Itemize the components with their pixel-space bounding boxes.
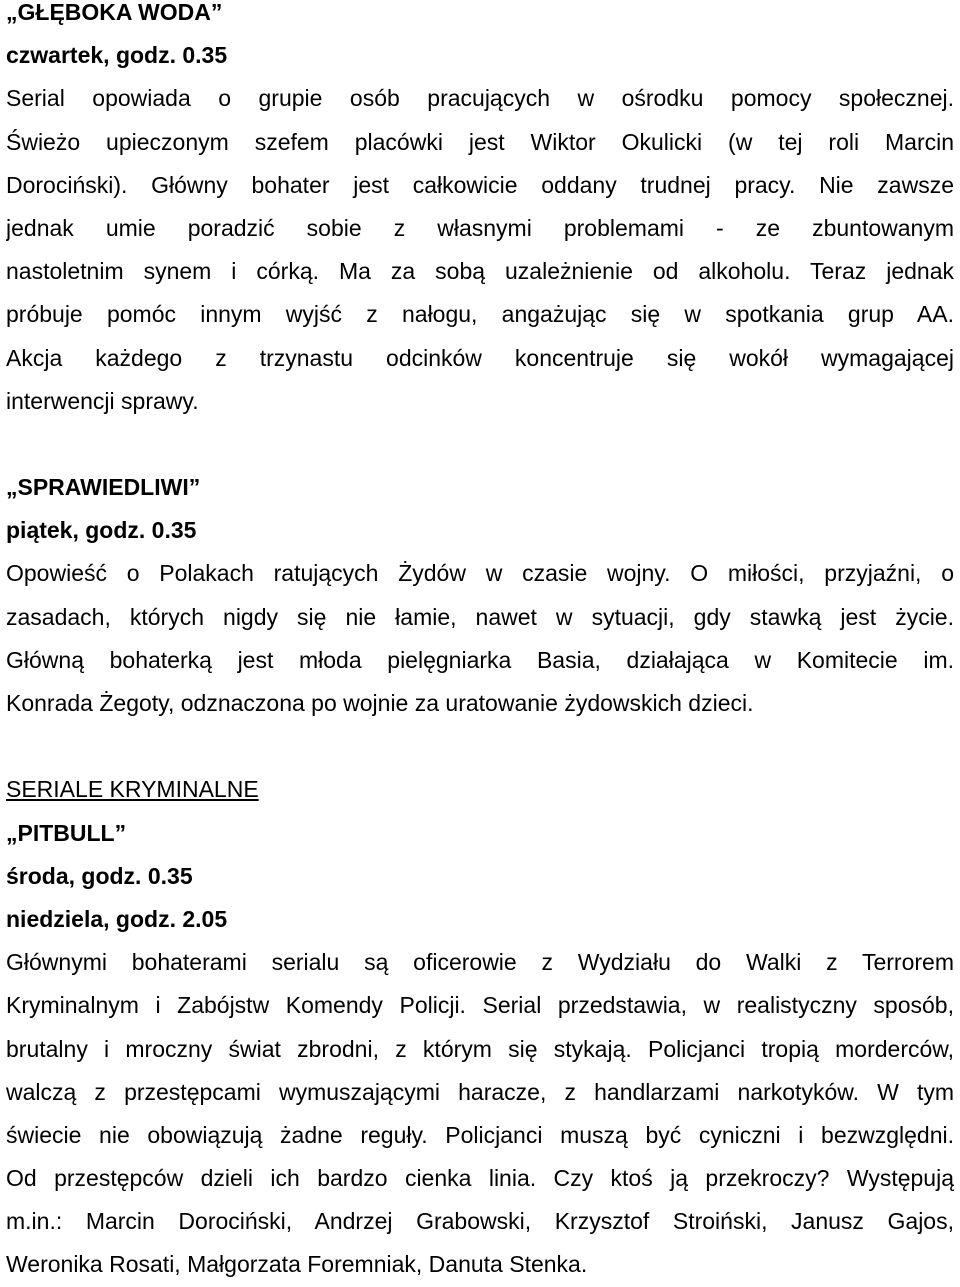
description-line: nastoletnim synem i córką. Ma za sobą uzależnienie od alkoholu. Teraz jednak [6, 258, 954, 285]
description-line: Opowieść o Polakach ratujących Żydów w czasie wojny. O miłości, przyjaźni, o [6, 560, 954, 587]
show-title: „PITBULL” [6, 819, 127, 846]
description-line: brutalny i mroczny świat zbrodni, z którym się stykają. Policjanci tropią morderców, [6, 1035, 954, 1062]
description-line: Dorociński). Główny bohater jest całkowicie oddany trudnej pracy. Nie zawsze [6, 171, 954, 198]
description-line: zasadach, których nigdy się nie łamie, nawet w sytuacji, gdy stawką jest życie. [6, 603, 954, 630]
description-line: walczą z przestępcami wymuszającymi haracze, z handlarzami narkotyków. W tym [6, 1078, 954, 1105]
show-schedule: piątek, godz. 0.35 [6, 517, 197, 544]
description-line: Konrada Żegoty, odznaczona po wojnie za uratowanie żydowskich dzieci. [6, 690, 754, 716]
show-schedule: niedziela, godz. 2.05 [6, 905, 228, 932]
show-description [6, 941, 954, 1287]
show-description [6, 552, 954, 725]
description-line: Główną bohaterką jest młoda pielęgniarka Basia, działająca w Komitecie im. [6, 646, 954, 673]
description-line: Od przestępców dzieli ich bardzo cienka linia. Czy ktoś ją przekroczy? Występują [6, 1165, 954, 1192]
description-line: interwencji sprawy. [6, 387, 199, 414]
description-line: Świeżo upieczonym szefem placówki jest Wiktor Okulicki (w tej roli Marcin [6, 128, 954, 155]
show-schedule: środa, godz. 0.35 [6, 862, 193, 889]
description-line: Akcja każdego z trzynastu odcinków koncentruje się wokół wymagającej [6, 344, 954, 371]
description-line: próbuje pomóc innym wyjść z nałogu, angażując się w spotkania grup AA. [6, 301, 954, 328]
spacer [6, 725, 954, 768]
show-title: „GŁĘBOKA WODA” [6, 0, 223, 25]
spacer [6, 423, 954, 466]
show-description [6, 77, 954, 423]
description-line: jednak umie poradzić sobie z własnymi problemami - ze zbuntowanym [6, 214, 954, 241]
show-title: „SPRAWIEDLIWI” [6, 474, 201, 501]
description-line: Głównymi bohaterami serialu są oficerowie z Wydziału do Walki z Terrorem [6, 949, 954, 976]
document-page [6, 0, 954, 1287]
section-heading: SERIALE KRYMINALNE [6, 776, 259, 803]
description-line: Serial opowiada o grupie osób pracujących w ośrodku pomocy społecznej. [6, 85, 954, 112]
description-line: m.in.: Marcin Dorociński, Andrzej Grabowski, Krzysztof Stroiński, Janusz Gajos, [6, 1208, 954, 1235]
show-schedule: czwartek, godz. 0.35 [6, 42, 228, 69]
description-line: Weronika Rosati, Małgorzata Foremniak, Danuta Stenka. [6, 1251, 588, 1278]
description-line: świecie nie obowiązują żadne reguły. Policjanci muszą być cyniczni i bezwzględni. [6, 1121, 954, 1148]
description-line: Kryminalnym i Zabójstw Komendy Policji. Serial przedstawia, w realistyczny sposób, [6, 992, 954, 1019]
